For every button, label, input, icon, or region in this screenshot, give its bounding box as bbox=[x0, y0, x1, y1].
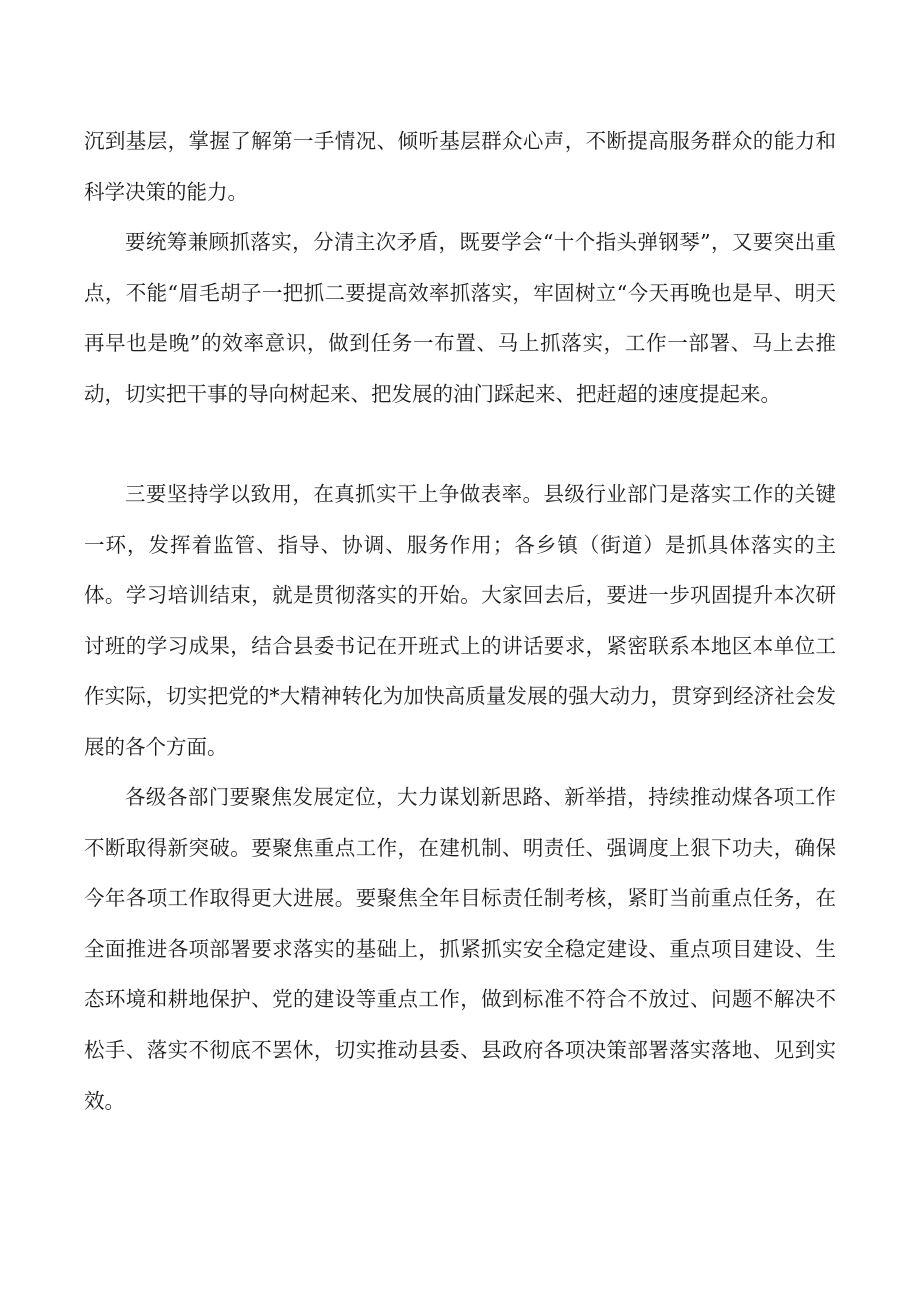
paragraph-1: 沉到基层，掌握了解第一手情况、倾听基层群众心声，不断提高服务群众的能力和科学决策的能力。 bbox=[84, 129, 836, 204]
paragraph-4: 各级各部门要聚焦发展定位，大力谋划新思路、新举措，持续推动煤各项工作不断取得新突破。要聚焦重点工作，在建机制、明责任、强调度上狠下功夫，确保今年各项工作取得更大进展。要聚焦全年目标责任制考核，紧盯当前重点任务，在全面推进各项部署要求落实的基础上，抓紧抓实安全稳定建设、重点项目建设、生态环境和耕地保护、党的建设等重点工作，做到标准不符合不放过、问题不解决不松手、落实不彻底不罢休，切实推动县委、县政府各项决策部署落实落地、见到实效。 bbox=[84, 785, 836, 1113]
paragraph-3: 三要坚持学以致用，在真抓实干上争做表率。县级行业部门是落实工作的关键一环，发挥着监管、指导、协调、服务作用；各乡镇（街道）是抓具体落实的主体。学习培训结束，就是贯彻落实的开始。大家回去后，要进一步巩固提升本次研讨班的学习成果，结合县委书记在开班式上的讲话要求，紧密联系本地区本单位工作实际，切实把党的*大精神转化为加快高质量发展的强大动力，贯穿到经济社会发展的各个方面。 bbox=[84, 482, 836, 759]
paragraph-2: 要统筹兼顾抓落实，分清主次矛盾，既要学会“十个指头弹钢琴”，又要突出重点，不能“眉毛胡子一把抓二要提高效率抓落实，牢固树立“今天再晚也是早、明天再早也是晚”的效率意识，做到任务一布置、马上抓落实，工作一部署、马上去推动，切实把干事的导向树起来、把发展的油门踩起来、把赶超的速度提起来。 bbox=[84, 230, 836, 406]
